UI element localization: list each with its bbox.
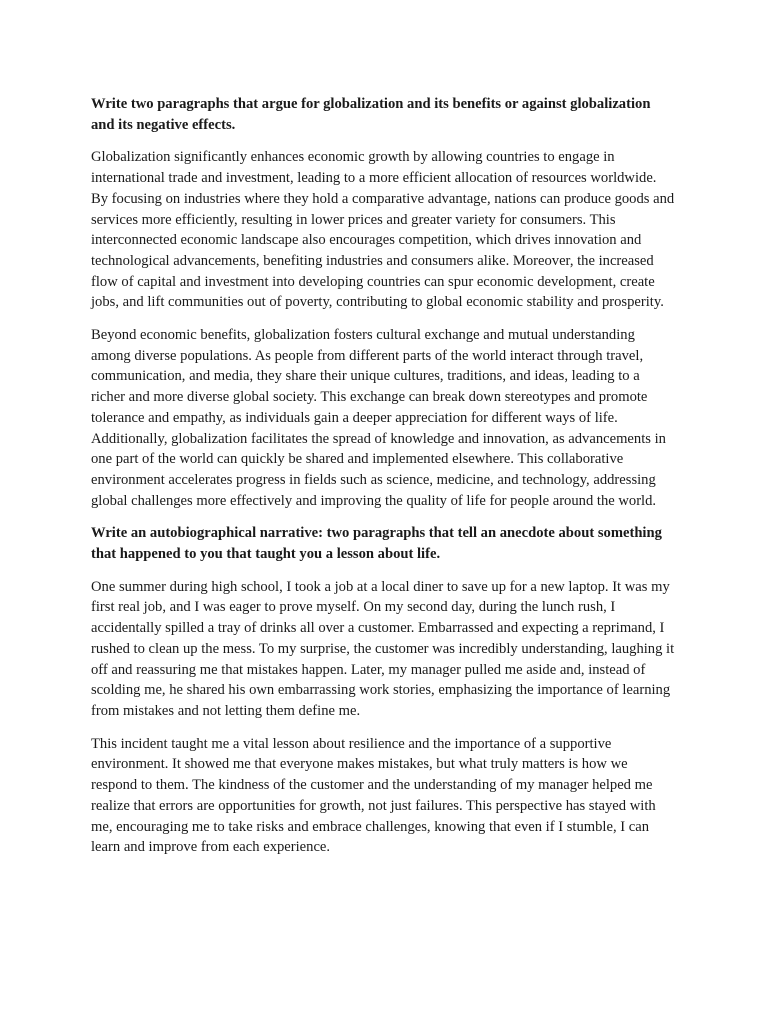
paragraph: This incident taught me a vital lesson about resilience and the importance of a supportive environment. It showed me that everyone makes mistakes, but what truly matters is how we respond to them. The kindness of the customer and the understanding of my manager helped me realize that errors are opportunities for growth, not just failures. This perspective has stayed with me, encouraging me to take risks and embrace challenges, knowing that even if I stumble, I can learn and improve from each experience. bbox=[91, 735, 656, 856]
paragraph: Beyond economic benefits, globalization fosters cultural exchange and mutual understanding among diverse populations. As people from different parts of the world interact through travel, communication, and media, they share their unique cultures, traditions, and ideas, leading to a richer and more diverse global society. This exchange can break down stereotypes and promote tolerance and empathy, as individuals gain a deeper appreciation for different ways of life. Additionally, globalization facilitates the spread of knowledge and innovation, as advancements in one part of the world can quickly be shared and implemented elsewhere. This collaborative environment accelerates progress in fields such as science, medicine, and technology, addressing global challenges more effectively and improving the quality of life for people around the world. bbox=[91, 327, 666, 509]
section-autobiography bbox=[91, 523, 677, 858]
section-globalization bbox=[91, 94, 677, 511]
prompt-heading: Write two paragraphs that argue for globalization and its benefits or against globalization and its negative effects. bbox=[91, 96, 651, 133]
paragraph: One summer during high school, I took a job at a local diner to save up for a new laptop. It was my first real job, and I was eager to prove myself. On my second day, during the lunch rush, I accidentally spilled a tray of drinks all over a customer. Embarrassed and expecting a reprimand, I rushed to clean up the mess. To my surprise, the customer was incredibly understanding, laughing it off and reassuring me that mistakes happen. Later, my manager pulled me aside and, instead of scolding me, he shared his own embarrassing work stories, emphasizing the importance of learning from mistakes and not letting them define me. bbox=[91, 578, 675, 719]
paragraph: Globalization significantly enhances economic growth by allowing countries to engage in international trade and investment, leading to a more efficient allocation of resources worldwide. By focusing on industries where they hold a comparative advantage, nations can produce goods and services more efficiently, resulting in lower prices and greater variety for consumers. This interconnected economic landscape also encourages competition, which drives innovation and technological advancements, benefiting industries and consumers alike. Moreover, the increased flow of capital and investment into developing countries can spur economic development, create jobs, and lift communities out of poverty, contributing to global economic stability and prosperity. bbox=[91, 149, 675, 311]
document-page bbox=[91, 94, 677, 870]
prompt-heading: Write an autobiographical narrative: two paragraphs that tell an anecdote about something that happened to you that taught you a lesson about life. bbox=[91, 525, 662, 563]
